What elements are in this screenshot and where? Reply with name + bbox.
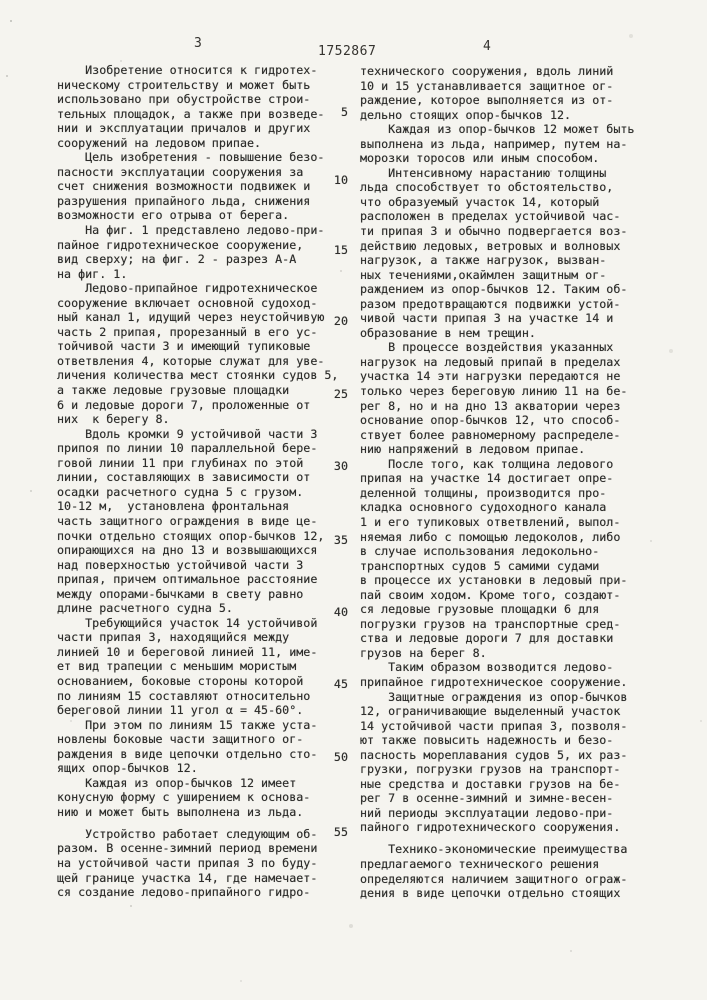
text-line: только через береговую линию 11 на бе- [360,384,628,399]
text-line: ся создание ледово-припайного гидро- [57,885,311,900]
text-line: Устройство работает следующим об- [57,826,318,841]
text-line: раждения в виде цепочки отдельно сто- [57,746,318,761]
right-page-number: 4 [483,39,492,54]
text-line: нию и может быть выполнена из льда. [57,804,304,819]
text-line: нагрузок на ледовый припай в пределах [360,354,621,369]
text-line: ный канал 1, идущий через неустойчивую [57,310,325,325]
gutter-line-number: 15 [333,243,348,257]
text-line: сооружений на ледовом припае. [57,135,262,150]
text-line: возможности его отрыва от берега. [57,208,290,223]
gutter-line-number: 20 [333,314,348,328]
text-line [360,835,650,843]
patent-number: 1752867 [318,44,377,59]
text-line: Изобретение относится к гидротех- [57,63,318,77]
text-line: транспортных судов 5 самими судами [360,558,600,573]
text-line: ет вид трапеции с меньшим мористым [57,659,297,674]
text-line: вид сверху; на фиг. 2 - разрез А-А [57,252,297,267]
text-line: Ледово-припайное гидротехническое [57,281,318,296]
text-line: ные средства и доставки грузов на бе- [360,776,621,791]
text-line: тойчивой части 3 и имеющий тупиковые [57,339,311,354]
gutter-line-number: 30 [333,459,348,473]
text-line: раждением из опор-бычков 12. Таким об- [360,282,628,297]
left-column-text [57,63,347,900]
text-line: пайное гидротехническое сооружение, [57,237,304,252]
text-line [57,819,347,827]
text-line: на фиг. 1. [57,266,128,281]
text-line: действию ледовых, ветровых и волновых [360,238,621,253]
text-line: пасность мореплавания судов 5, их раз- [360,747,628,762]
text-line: разом предотвращаются подвижки устой- [360,296,621,311]
text-line: ническому строительству и может быть [57,77,311,92]
text-line: между опорами-бычками в свету равно [57,586,304,601]
text-line: нагрузок, а также нагрузок, вызван- [360,253,607,268]
text-line: Требующийся участок 14 устойчивой [57,615,318,630]
text-line: При этом по линиям 15 также уста- [57,717,318,732]
text-line: осадки расчетного судна 5 с грузом. [57,484,304,499]
text-line: разом. В осенне-зимний период времени [57,841,318,856]
gutter-line-number: 55 [333,825,348,839]
text-line: новлены боковые части защитного ог- [57,732,304,747]
text-line: Защитные ограждения из опор-бычков [360,689,628,704]
text-line: тельных площадок, а также при возведе- [57,106,325,121]
left-page-number: 3 [194,36,203,51]
text-line: ся ледовые грузовые площадки 6 для [360,602,600,617]
text-line: участка 14 эти нагрузки передаются не [360,369,621,384]
text-line: В процессе воздействия указанных [360,340,614,355]
text-line: использовано при обустройстве строи- [57,92,311,107]
text-line: Таким образом возводится ледово- [360,660,614,675]
text-line: пасности эксплуатации сооружения за [57,164,304,179]
gutter-line-number: 40 [333,605,348,619]
text-line: 10-12 м, установлена фронтальная [57,499,290,514]
text-line: припая на участке 14 достигает опре- [360,471,614,486]
text-line: дения в виде цепочки отдельно стоящих [360,886,621,901]
gutter-line-number: 10 [333,173,348,187]
text-line: линии, составляющих в зависимости от [57,470,311,485]
text-line: чивой части припая 3 на участке 14 и [360,311,614,326]
text-line: пайного гидротехнического сооружения. [360,820,621,835]
text-line: 6 и ледовые дороги 7, проложенные от [57,397,311,412]
text-line: Технико-экономические преимущества [360,842,628,857]
text-line: над поверхностью устойчивой части 3 [57,557,304,572]
text-line: личения количества мест стоянки судов 5, [57,368,339,383]
text-line: щей границе участка 14, где намечает- [57,870,318,885]
text-line: расположен в пределах устойчивой час- [360,209,621,224]
text-line: ют также повысить надежность и безо- [360,733,614,748]
text-line: раждение, которое выполняется из от- [360,93,614,108]
text-line: ответвления 4, которые служат для уве- [57,353,325,368]
text-line: 1 и его тупиковых ответвлений, выпол- [360,514,621,529]
text-line: в процессе их установки в ледовый при- [360,573,628,588]
text-line: грузки, погрузки грузов на транспорт- [360,762,621,777]
text-line: что образуемый участок 14, который [360,194,600,209]
text-line: припоя по линии 10 параллельной бере- [57,441,318,456]
text-line: конусную форму с уширением к основа- [57,790,311,805]
text-line: припая, причем оптимальное расстояние [57,572,318,587]
text-line: 12, ограничивающие выделенный участок [360,704,621,719]
text-line: ний периоды эксплуатации ледово-при- [360,805,614,820]
text-line: основание опор-бычков 12, что способ- [360,413,621,428]
text-line: льда способствует то обстоятельство, [360,180,614,195]
text-line: Каждая из опор-бычков 12 имеет [57,775,297,790]
text-line: части припая 3, находящийся между [57,630,290,645]
gutter-line-number: 45 [333,677,348,691]
text-line: нии и эксплуатации причалов и других [57,121,311,136]
text-line: предлагаемого технического решения [360,857,600,872]
text-line: морозки торосов или иным способом. [360,151,600,166]
text-line: линией 10 и береговой линией 11, име- [57,644,318,659]
text-line: часть защитного ограждения в виде це- [57,513,318,528]
text-line: ства и ледовые дороги 7 для доставки [360,631,614,646]
gutter-line-number: 50 [333,750,348,764]
text-line: 10 и 15 устанавливается защитное ог- [360,78,614,93]
text-line: почки отдельно стоящих опор-бычков 12, [57,528,325,543]
text-line: рег 8, но и на дно 13 акватории через [360,398,621,413]
text-line: После того, как толщина ледового [360,456,614,471]
text-line: сооружение включает основной судоход- [57,295,318,310]
text-line: нию напряжений в ледовом припае. [360,442,586,457]
text-line: Цель изобретения - повышение безо- [57,150,325,165]
text-line: кладка основного судоходного канала [360,500,607,515]
text-line: технического сооружения, вдоль линий [360,64,614,78]
text-line: говой линии 11 при глубинах по этой [57,455,304,470]
text-line: разрушения припайного льда, снижения [57,193,311,208]
text-line: деленной толщины, производится про- [360,485,607,500]
text-line: на устойчивой части припая 3 по буду- [57,856,318,871]
text-line: основанием, боковые стороны которой [57,673,304,688]
text-line: На фиг. 1 представлено ледово-при- [57,223,325,238]
text-line: опирающихся на дно 13 и возвышающихся [57,543,318,558]
text-line: погрузки грузов на транспортные сред- [360,616,621,631]
text-line: определяются наличием защитного ограж- [360,871,628,886]
text-line: 14 устойчивой части припая 3, позволя- [360,718,628,733]
gutter-line-numbers [320,0,348,1000]
gutter-line-number: 35 [333,533,348,547]
text-line: пай своим ходом. Кроме того, создают- [360,587,621,602]
text-line: припайное гидротехническое сооружение. [360,674,628,689]
text-line: ящих опор-бычков 12. [57,761,198,776]
text-line: дельно стоящих опор-бычков 12. [360,107,572,122]
gutter-line-number: 25 [333,387,348,401]
text-line: образование в нем трещин. [360,325,536,340]
photocopy-noise [10,20,12,22]
text-line: счет снижения возможности подвижек и [57,179,311,194]
text-line: в случае использования ледокольно- [360,544,600,559]
gutter-line-number: 5 [340,105,348,119]
text-line: грузов на берег 8. [360,645,487,660]
text-line: ных течениями,окаймлен защитным ог- [360,267,607,282]
text-line: по линиям 15 составляют относительно [57,688,311,703]
text-line: рег 7 в осенне-зимний и зимне-весен- [360,791,614,806]
text-line: Интенсивному нарастанию толщины [360,165,607,180]
text-line: ти припая 3 и обычно подвергается воз- [360,224,628,239]
text-line: няемая либо с помощью ледоколов, либо [360,529,621,544]
text-line: Каждая из опор-бычков 12 может быть [360,122,635,137]
text-line: а также ледовые грузовые площадки [57,383,290,398]
text-line: Вдоль кромки 9 устойчивой части 3 [57,426,318,441]
text-line: них к берегу 8. [57,412,170,427]
text-line: часть 2 припая, прорезанный в его ус- [57,324,318,339]
right-column-text [360,64,650,901]
text-line: ствует более равномерному распределе- [360,427,621,442]
text-line: береговой линии 11 угол α = 45-60°. [57,703,304,718]
text-line: длине расчетного судна 5. [57,601,233,616]
text-line: выполнена из льда, например, путем на- [360,136,628,151]
